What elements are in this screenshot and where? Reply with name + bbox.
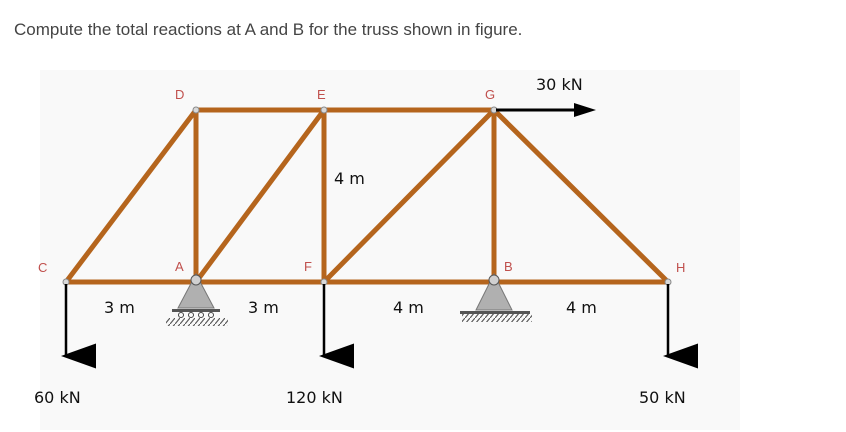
load-label-h: 50 kN [639,388,686,407]
node-label-H: H [676,260,686,275]
node-label-C: C [38,260,48,275]
dimension-fb: 4 m [393,298,424,317]
node-label-E: E [317,87,326,102]
node-label-G: G [485,87,496,102]
dimension-bh: 4 m [566,298,597,317]
dimension-af: 3 m [248,298,279,317]
question-text: Compute the total reactions at A and B for the truss shown in figure. [14,20,523,39]
node-label-D: D [175,87,185,102]
load-label-g: 30 kN [536,75,583,94]
joint-D [193,107,199,113]
dimension-ca: 3 m [104,298,135,317]
joint-E [321,107,327,113]
node-label-B: B [504,259,513,274]
dimension-height: 4 m [334,169,365,188]
load-label-f: 120 kN [286,388,343,407]
node-label-F: F [304,259,312,274]
load-label-c: 60 kN [34,388,81,407]
node-label-A: A [175,259,184,274]
